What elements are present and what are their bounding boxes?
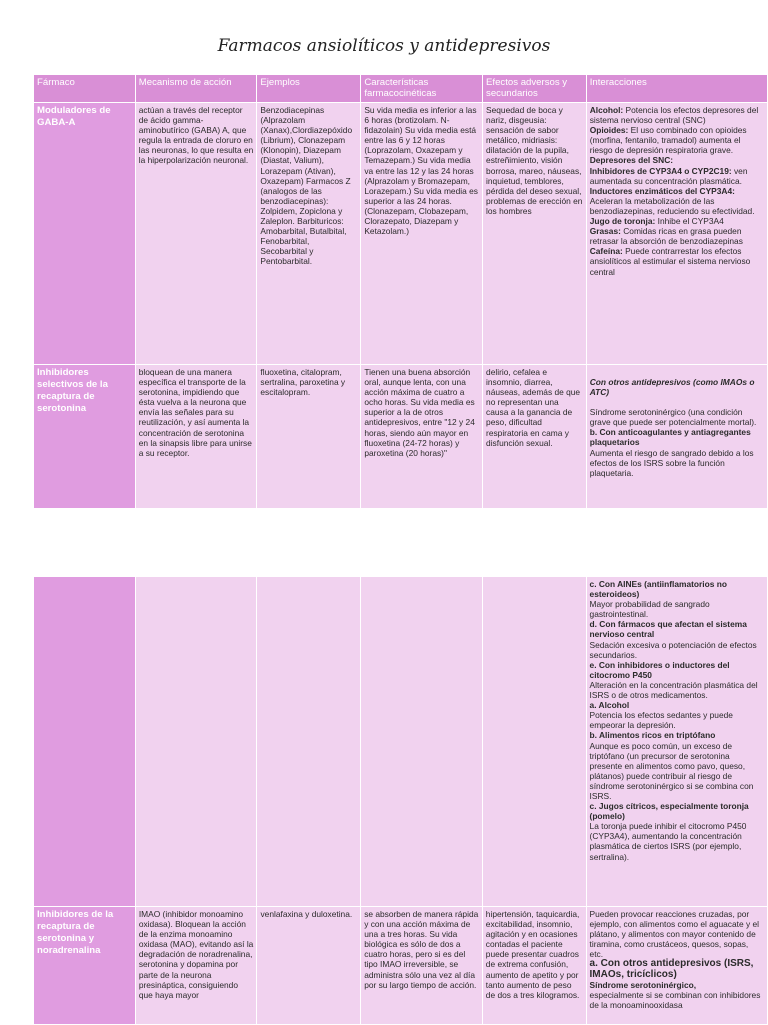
header-efectos: Efectos adversos y secundarios bbox=[483, 75, 587, 103]
interaction-item: Alcohol: Potencia los efectos depresores del sistema nervioso central (SNC) bbox=[589, 105, 759, 126]
drug-name-cell: Moduladores de GABA-A bbox=[34, 103, 136, 365]
examples-cell bbox=[257, 577, 361, 907]
examples-cell: venlafaxina y duloxetina. bbox=[257, 907, 361, 1025]
mechanism-cell: bloquean de una manera específica el transporte de la serotonina, impidiendo que ésta vuelva a la neurona que envía las señales para su reutilización, y así aumenta la concentración de serotonina en la sinapsis libre para unirse a su receptor. bbox=[135, 365, 257, 509]
mechanism-cell: IMAO (inhibidor monoamino oxidasa). Bloquean la acción de la enzima monoamino oxidasa (MAO), evitando así la degradación de noradrenalina, serotonina y dopamina por parte de la neurona presináptica, consiguiendo que haya mayor bbox=[135, 907, 257, 1025]
interaction-item: Cafeína: Puede contrarrestar los efectos ansiolíticos al estimular el sistema nervioso central bbox=[589, 246, 751, 277]
interactions-cell: c. Con AINEs (antiinflamatorios no esteroideos) Mayor probabilidad de sangrado gastrointestinal. d. Con fármacos que afectan el sistema nervioso central Sedación excesiva o potenciación de efectos secundarios. e. Con inhibidores o inductores del citocromo P450 Alteración en la concentración plasmática del ISRS o de otros medicamentos. a. Alcohol Potencia los efectos sedantes y puede empeorar la depresión. b. Alimentos ricos en triptófano Aunque es poco común, un exceso de triptófano (un precursor de serotonina presente en alimentos como pavo, queso, plátanos) puede contribuir al riesgo de síndrome serotoninérgico si se combina con ISRS. c. Jugos cítricos, especialmente toronja (pomelo) La toronja puede inhibir el citocromo P450 (CYP3A4), aumentando la concentración plasmática de ciertos ISRS (por ejemplo, sertralina). bbox=[586, 577, 767, 907]
header-interacciones: Interacciones bbox=[586, 75, 767, 103]
interactions-cell: Pueden provocar reacciones cruzadas, por ejemplo, con alimentos como el aguacate y el plátano, y alimentos con mayor contenido de tiramina, como crustáceos, quesos, sopas, etc. a. Con otros antidepresivos (ISRS, IMAOs, tricíclicos) Síndrome serotoninérgico, especialmente si se combinan con inhibidores de la monoaminooxidasa bbox=[586, 907, 767, 1025]
interactions-cell bbox=[586, 365, 767, 509]
header-farmacocineticas: Características farmacocinéticas bbox=[361, 75, 483, 103]
mechanism-cell: actúan a través del receptor de ácido gamma-aminobutírico (GABA) A, que regula la entrada de cloruro en las neuronas, lo que resulta en la hiperpolarización neuronal. bbox=[135, 103, 257, 365]
table-header-row bbox=[34, 75, 768, 103]
adverse-effects-cell: delirio, cefalea e insomnio, diarrea, náuseas, además de que no representan una causa a la ganancia de peso, dificultad respiratoria en cama y disfunción sexual. bbox=[483, 365, 587, 509]
table-row bbox=[34, 103, 768, 365]
interaction-item: Jugo de toronja: Inhibe el CYP3A4 bbox=[589, 216, 724, 227]
adverse-effects-cell: hipertensión, taquicardia, excitabilidad, insomnio, agitación y en ocasiones contadas el paciente puede presentar cuadros de extrema confusión, aumento de apetito y por tanto aumento de peso de dos a tres kilogramos. bbox=[482, 907, 586, 1025]
adverse-effects-cell bbox=[482, 577, 586, 907]
interaction-item: Grasas: Comidas ricas en grasa pueden retrasar la absorción de benzodiazepinas bbox=[589, 226, 743, 247]
examples-cell: fluoxetina, citalopram, sertralina, paroxetina y escitalopram. bbox=[257, 365, 361, 509]
table-row bbox=[34, 577, 768, 907]
document-title: Farmacos ansiolíticos y antidepresivos bbox=[217, 36, 551, 56]
interaction-text: Síndrome serotoninérgico (una condición grave que puede ser potencialmente mortal). bbox=[589, 407, 757, 428]
interaction-title: Con otros antidepresivos (como IMAOs o ATC) bbox=[589, 377, 755, 398]
examples-cell: Benzodiacepinas (Alprazolam (Xanax),Clordiazepóxido (Librium), Clonazepam (Klonopin), Diazepam (Diastat, Valium), Lorazepam (Ativan), Oxazepam) Farmacos Z (analogos de las benzodiacepinas): Zolpidem, Zopiclona y Zaleplon. Barbituricos: Amobarbital, Butalbital, Fenobarbital, Secobarbital y Pentobarbital. bbox=[257, 103, 361, 365]
pharmacokinetics-cell bbox=[361, 577, 483, 907]
interaction-item: Inhibidores de CYP3A4 o CYP2C19: ven aumentada su concentración plasmática. bbox=[589, 165, 748, 186]
drug-table-continued bbox=[33, 576, 768, 1025]
drug-name-cell bbox=[34, 577, 136, 907]
pharmacokinetics-cell: se absorben de manera rápida y con una acción máxima de una a tres horas. Su vida biológica es sólo de dos a cuatro horas, pero si es del tipo IMAO irreversible, se administra sólo una vez al día por su largo tiempo de acción. bbox=[361, 907, 483, 1025]
interaction-item: Opioides: El uso combinado con opioides (morfina, fentanilo, tramadol) aumenta el riesgo de depresión respiratoria grave. bbox=[589, 125, 747, 156]
header-ejemplos: Ejemplos bbox=[257, 75, 361, 103]
pharmacokinetics-cell: Su vida media es inferior a las 6 horas (brotizolam. N-fidazolain) Su vida media está entre las 6 y 12 horas (Loprazolam, Oxazepam y Temazepam.) Su vida media va entre las 12 y las 24 horas (Alprazolam y Bromazepam, Lorazepam.) Su vida media es superior a las 24 horas. (Clonazepam, Clobazepam, Clorazepato, Diazepam y Ketazolam.) bbox=[361, 103, 483, 365]
pharmacokinetics-cell: Tienen una buena absorción oral, aunque lenta, con una acción máxima de cuatro a ocho horas. Su vida media es superior a la de otros antidepresivos, entre "12 y 24 horas, siendo aún mayor en fluoxetina (24-72 horas) y paroxetina (20 horas)" bbox=[361, 365, 483, 509]
table-row bbox=[34, 365, 768, 509]
drug-name-cell: Inhibidores selectivos de la recaptura de serotonina bbox=[34, 365, 136, 509]
table-row bbox=[34, 907, 768, 1025]
header-farmaco: Fármaco bbox=[34, 75, 136, 103]
drug-table bbox=[33, 74, 768, 509]
interaction-item: Inductores enzimáticos del CYP3A4: Aceleran la metabolización de las benzodiazepinas, reduciendo su efectividad. bbox=[589, 185, 755, 216]
interaction-text: Aumenta el riesgo de sangrado debido a los efectos de los ISRS sobre la función plaquetaria. bbox=[589, 447, 754, 478]
interactions-cell bbox=[586, 103, 767, 365]
interaction-title: b. Con anticoagulantes y antiagregantes plaquetarios bbox=[589, 427, 751, 448]
mechanism-cell bbox=[135, 577, 257, 907]
interaction-item: Depresores del SNC: bbox=[589, 155, 674, 166]
header-mecanismo: Mecanismo de acción bbox=[135, 75, 257, 103]
drug-name-cell: Inhibidores de la recaptura de serotonina y noradrenalina bbox=[34, 907, 136, 1025]
adverse-effects-cell: Sequedad de boca y nariz, disgeusia: sensación de sabor metálico, midriasis: dilatación de la pupila, estreñimiento, visión borrosa, mareo, náuseas, inquietud, temblores, pérdida del deseo sexual, problemas de erección en los hombres bbox=[483, 103, 587, 365]
